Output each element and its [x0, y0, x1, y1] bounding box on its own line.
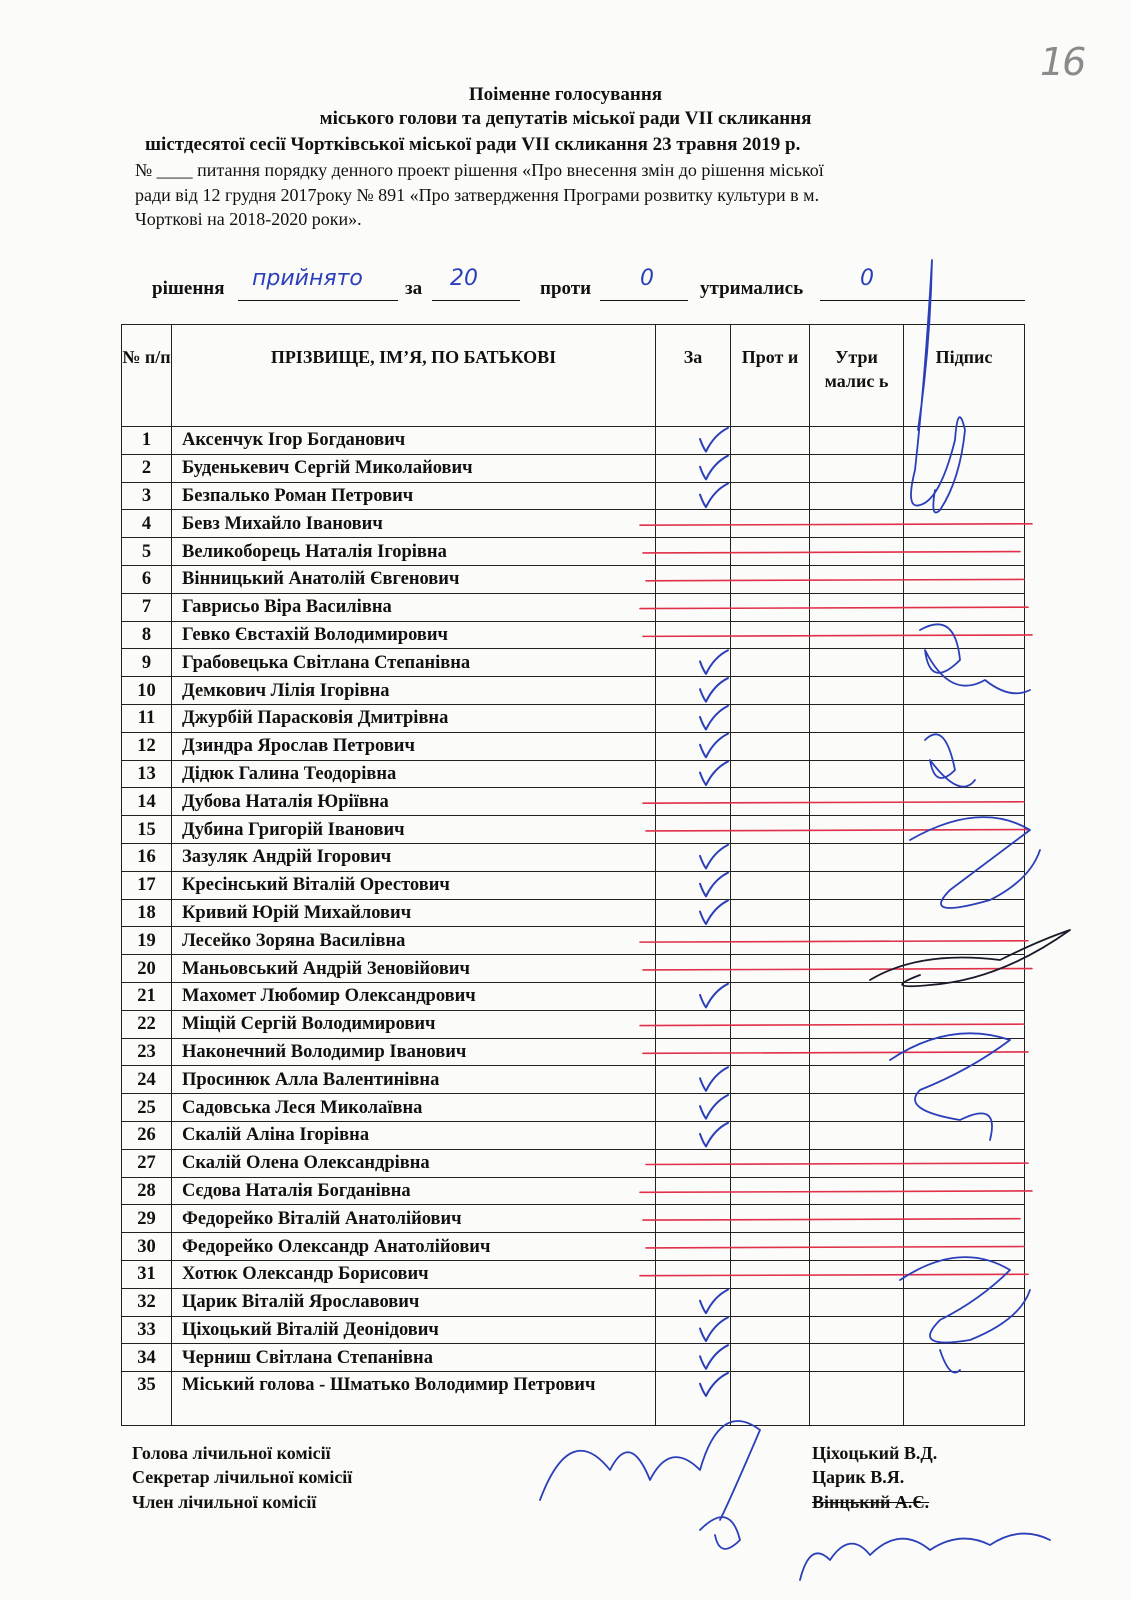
vote-against-cell	[731, 871, 810, 899]
vote-against-cell	[731, 843, 810, 871]
deputy-name: Гевко Євстахій Володимирович	[172, 621, 656, 649]
deputy-name: Безпалько Роман Петрович	[172, 482, 656, 510]
deputy-name: Царик Віталій Ярославович	[172, 1288, 656, 1316]
vote-abstained-cell	[810, 427, 904, 455]
vote-table	[121, 324, 1025, 1426]
signature-cell	[904, 1066, 1025, 1094]
vote-for-cell	[656, 816, 731, 844]
row-number: 35	[122, 1372, 172, 1426]
signature-cell	[904, 1205, 1025, 1233]
row-number: 14	[122, 788, 172, 816]
signature-cell	[904, 593, 1025, 621]
deputy-name: Грабовецька Світлана Степанівна	[172, 649, 656, 677]
signature-cell	[904, 565, 1025, 593]
row-number: 34	[122, 1344, 172, 1372]
vote-for-cell	[656, 565, 731, 593]
table-row	[122, 732, 1025, 760]
signature-cell	[904, 649, 1025, 677]
vote-abstained-cell	[810, 1121, 904, 1149]
row-number: 6	[122, 565, 172, 593]
vote-against-cell	[731, 788, 810, 816]
vote-against-cell	[731, 1149, 810, 1177]
vote-abstained-cell	[810, 955, 904, 983]
vote-against-cell	[731, 704, 810, 732]
vote-against-cell	[731, 482, 810, 510]
vote-for-cell	[656, 482, 731, 510]
deputy-name: Дзиндра Ярослав Петрович	[172, 732, 656, 760]
table-row	[122, 899, 1025, 927]
vote-for-cell	[656, 704, 731, 732]
row-number: 30	[122, 1233, 172, 1261]
signature-cell	[904, 955, 1025, 983]
vote-against-cell	[731, 1121, 810, 1149]
vote-abstained-cell	[810, 927, 904, 955]
col-name-header: ПРІЗВИЩЕ, ІМ’Я, ПО БАТЬКОВІ	[172, 325, 656, 427]
signature-cell	[904, 704, 1025, 732]
row-number: 7	[122, 593, 172, 621]
vote-against-cell	[731, 732, 810, 760]
table-row	[122, 1066, 1025, 1094]
vote-abstained-cell	[810, 1149, 904, 1177]
deputy-name: Сєдова Наталія Богданівна	[172, 1177, 656, 1205]
row-number: 22	[122, 1010, 172, 1038]
table-row	[122, 955, 1025, 983]
question-line: ради від 12 грудня 2017року № 891 «Про затвердження Програми розвитку культури в м.	[135, 184, 820, 205]
vote-against-cell	[731, 899, 810, 927]
signature-cell	[904, 760, 1025, 788]
signature-cell	[904, 899, 1025, 927]
vote-for-cell	[656, 427, 731, 455]
deputy-name: Міщій Сергій Володимирович	[172, 1010, 656, 1038]
vote-for-cell	[656, 1121, 731, 1149]
signature-cell	[904, 927, 1025, 955]
signature-cell	[904, 538, 1025, 566]
row-number: 23	[122, 1038, 172, 1066]
against-underline	[600, 300, 688, 301]
vote-abstained-cell	[810, 1010, 904, 1038]
vote-against-cell	[731, 510, 810, 538]
deputy-name: Дубина Григорій Іванович	[172, 816, 656, 844]
deputy-name: Хотюк Олександр Борисович	[172, 1260, 656, 1288]
row-number: 19	[122, 927, 172, 955]
row-number: 17	[122, 871, 172, 899]
deputy-name: Зазуляк Андрій Ігорович	[172, 843, 656, 871]
page-number: 16	[1040, 40, 1085, 84]
signature-cell	[904, 482, 1025, 510]
signature-cell	[904, 427, 1025, 455]
vote-table-body	[122, 427, 1025, 1426]
vote-against-cell	[731, 454, 810, 482]
signature-cell	[904, 1372, 1025, 1426]
signature-cell	[904, 1094, 1025, 1122]
vote-against-cell	[731, 1038, 810, 1066]
deputy-name: Вінницький Анатолій Євгенович	[172, 565, 656, 593]
decision-label: рішення	[152, 278, 225, 299]
row-number: 8	[122, 621, 172, 649]
deputy-name: Бевз Михайло Іванович	[172, 510, 656, 538]
vote-for-cell	[656, 1372, 731, 1426]
signature-cell	[904, 1149, 1025, 1177]
table-row	[122, 1316, 1025, 1344]
row-number: 18	[122, 899, 172, 927]
vote-abstained-cell	[810, 454, 904, 482]
deputy-name: Дубова Наталія Юріївна	[172, 788, 656, 816]
row-number: 33	[122, 1316, 172, 1344]
deputy-name: Махомет Любомир Олександрович	[172, 982, 656, 1010]
vote-against-cell	[731, 1066, 810, 1094]
row-number: 26	[122, 1121, 172, 1149]
table-row	[122, 1177, 1025, 1205]
signature-cell	[904, 732, 1025, 760]
table-row	[122, 760, 1025, 788]
decision-value: прийнято	[252, 266, 363, 291]
table-row	[122, 982, 1025, 1010]
table-row	[122, 649, 1025, 677]
deputy-name: Садовська Леся Миколаївна	[172, 1094, 656, 1122]
signature-cell	[904, 621, 1025, 649]
table-row	[122, 538, 1025, 566]
vote-for-cell	[656, 1205, 731, 1233]
vote-for-cell	[656, 1233, 731, 1261]
deputy-name: Джурбій Парасковія Дмитрівна	[172, 704, 656, 732]
table-row	[122, 1121, 1025, 1149]
member-label: Член лічильної комісії	[132, 1491, 317, 1512]
session-line: шістдесятої сесії Чортківської міської ради VII скликання 23 травня 2019 р.	[145, 134, 801, 155]
vote-for-cell	[656, 1094, 731, 1122]
vote-against-cell	[731, 649, 810, 677]
vote-abstained-cell	[810, 760, 904, 788]
vote-abstained-cell	[810, 871, 904, 899]
vote-for-cell	[656, 1038, 731, 1066]
deputy-name: Гаврисьо Віра Василівна	[172, 593, 656, 621]
row-number: 21	[122, 982, 172, 1010]
deputy-name: Просинюк Алла Валентинівна	[172, 1066, 656, 1094]
vote-for-cell	[656, 677, 731, 705]
row-number: 2	[122, 454, 172, 482]
signature-cell	[904, 982, 1025, 1010]
table-row	[122, 565, 1025, 593]
deputy-name: Лесейко Зоряна Василівна	[172, 927, 656, 955]
chair-label: Голова лічильної комісії	[132, 1443, 331, 1463]
vote-abstained-cell	[810, 1066, 904, 1094]
member-name: Вінцький А.Є.	[812, 1491, 930, 1512]
vote-for-cell	[656, 871, 731, 899]
signature-cell	[904, 871, 1025, 899]
against-label: проти	[540, 278, 592, 299]
table-row	[122, 843, 1025, 871]
document-title: Поіменне голосування	[468, 84, 663, 105]
col-against-header: Прот и	[731, 325, 810, 427]
table-row	[122, 816, 1025, 844]
decision-underline	[238, 300, 398, 301]
table-row	[122, 510, 1025, 538]
vote-against-cell	[731, 955, 810, 983]
vote-against-cell	[731, 1205, 810, 1233]
vote-against-cell	[731, 1094, 810, 1122]
row-number: 25	[122, 1094, 172, 1122]
abstained-count: 0	[860, 266, 874, 291]
vote-for-cell	[656, 1288, 731, 1316]
signature-cell	[904, 677, 1025, 705]
vote-against-cell	[731, 593, 810, 621]
table-row	[122, 593, 1025, 621]
signature-cell	[904, 1288, 1025, 1316]
table-row	[122, 1344, 1025, 1372]
deputy-name: Черниш Світлана Степанівна	[172, 1344, 656, 1372]
deputy-name: Маньовський Андрій Зеновійович	[172, 955, 656, 983]
deputy-name: Буденькевич Сергій Миколайович	[172, 454, 656, 482]
table-row	[122, 482, 1025, 510]
for-count: 20	[450, 266, 478, 291]
abstained-label: утримались	[700, 278, 804, 299]
commission-labels	[132, 1441, 352, 1514]
table-row	[122, 1260, 1025, 1288]
deputy-name: Кресінський Віталій Орестович	[172, 871, 656, 899]
vote-abstained-cell	[810, 538, 904, 566]
signature-cell	[904, 1010, 1025, 1038]
vote-for-cell	[656, 843, 731, 871]
vote-against-cell	[731, 1372, 810, 1426]
table-row	[122, 704, 1025, 732]
secretary-name: Царик В.Я.	[812, 1467, 905, 1488]
table-row	[122, 927, 1025, 955]
vote-for-cell	[656, 1177, 731, 1205]
vote-against-cell	[731, 760, 810, 788]
vote-abstained-cell	[810, 593, 904, 621]
row-number: 15	[122, 816, 172, 844]
row-number: 4	[122, 510, 172, 538]
vote-against-cell	[731, 1288, 810, 1316]
vote-against-cell	[731, 816, 810, 844]
signature	[700, 1517, 740, 1549]
table-row	[122, 427, 1025, 455]
vote-against-cell	[731, 1177, 810, 1205]
vote-for-cell	[656, 982, 731, 1010]
vote-for-cell	[656, 621, 731, 649]
vote-for-cell	[656, 760, 731, 788]
vote-against-cell	[731, 427, 810, 455]
vote-against-cell	[731, 621, 810, 649]
secretary-label: Секретар лічильної комісії	[132, 1467, 353, 1488]
table-row	[122, 1010, 1025, 1038]
row-number: 10	[122, 677, 172, 705]
vote-abstained-cell	[810, 816, 904, 844]
row-number: 32	[122, 1288, 172, 1316]
row-number: 16	[122, 843, 172, 871]
table-row	[122, 788, 1025, 816]
signature-cell	[904, 843, 1025, 871]
row-number: 29	[122, 1205, 172, 1233]
vote-against-cell	[731, 1344, 810, 1372]
vote-for-cell	[656, 1344, 731, 1372]
vote-against-cell	[731, 1316, 810, 1344]
vote-abstained-cell	[810, 1260, 904, 1288]
vote-against-cell	[731, 1260, 810, 1288]
table-row	[122, 1205, 1025, 1233]
vote-abstained-cell	[810, 677, 904, 705]
col-for-header: За	[656, 325, 731, 427]
vote-abstained-cell	[810, 649, 904, 677]
row-number: 12	[122, 732, 172, 760]
abstained-underline	[820, 300, 1025, 301]
signature-cell	[904, 510, 1025, 538]
row-number: 1	[122, 427, 172, 455]
signature-cell	[904, 1038, 1025, 1066]
table-row	[122, 1288, 1025, 1316]
deputy-name: Великоборець Наталія Ігорівна	[172, 538, 656, 566]
row-number: 9	[122, 649, 172, 677]
vote-abstained-cell	[810, 982, 904, 1010]
vote-against-cell	[731, 982, 810, 1010]
signature-cell	[904, 1233, 1025, 1261]
vote-abstained-cell	[810, 510, 904, 538]
signature-cell	[904, 1177, 1025, 1205]
deputy-name: Демкович Лілія Ігорівна	[172, 677, 656, 705]
table-row	[122, 1094, 1025, 1122]
table-row	[122, 1038, 1025, 1066]
vote-against-cell	[731, 1010, 810, 1038]
row-number: 3	[122, 482, 172, 510]
vote-abstained-cell	[810, 732, 904, 760]
vote-abstained-cell	[810, 621, 904, 649]
vote-against-cell	[731, 677, 810, 705]
vote-abstained-cell	[810, 1094, 904, 1122]
signature-cell	[904, 1260, 1025, 1288]
vote-for-cell	[656, 899, 731, 927]
vote-abstained-cell	[810, 704, 904, 732]
question-line: Чорткові на 2018-2020 роки».	[135, 209, 362, 229]
signature	[540, 1421, 760, 1520]
table-row	[122, 621, 1025, 649]
row-number: 24	[122, 1066, 172, 1094]
row-number: 20	[122, 955, 172, 983]
row-number: 13	[122, 760, 172, 788]
row-number: 28	[122, 1177, 172, 1205]
commission-names	[812, 1441, 937, 1514]
signature-cell	[904, 1316, 1025, 1344]
vote-abstained-cell	[810, 1205, 904, 1233]
vote-for-cell	[656, 732, 731, 760]
signature-cell	[904, 788, 1025, 816]
for-underline	[432, 300, 520, 301]
vote-for-cell	[656, 788, 731, 816]
vote-for-cell	[656, 538, 731, 566]
table-row	[122, 1149, 1025, 1177]
vote-abstained-cell	[810, 1177, 904, 1205]
vote-against-cell	[731, 1233, 810, 1261]
question-description	[135, 158, 1030, 232]
vote-for-cell	[656, 510, 731, 538]
deputy-name: Аксенчук Ігор Богданович	[172, 427, 656, 455]
deputy-name: Кривий Юрій Михайлович	[172, 899, 656, 927]
table-row	[122, 677, 1025, 705]
deputy-name: Скалій Аліна Ігорівна	[172, 1121, 656, 1149]
vote-for-cell	[656, 649, 731, 677]
col-num-header: № п/п	[122, 325, 172, 427]
vote-against-cell	[731, 927, 810, 955]
vote-for-cell	[656, 1260, 731, 1288]
document-subtitle: міського голови та депутатів міської ради VII скликання	[319, 108, 812, 129]
vote-for-cell	[656, 927, 731, 955]
chair-name: Ціхоцький В.Д.	[812, 1443, 938, 1463]
col-signature-header: Підпис	[904, 325, 1025, 427]
vote-for-cell	[656, 454, 731, 482]
vote-abstained-cell	[810, 1344, 904, 1372]
vote-abstained-cell	[810, 1288, 904, 1316]
row-number: 31	[122, 1260, 172, 1288]
deputy-name: Ціхоцький Віталій Деонідович	[172, 1316, 656, 1344]
col-abstained-header: Утри малис ь	[810, 325, 904, 427]
vote-against-cell	[731, 538, 810, 566]
vote-abstained-cell	[810, 482, 904, 510]
table-row	[122, 1372, 1025, 1426]
deputy-name: Федорейко Олександр Анатолійович	[172, 1233, 656, 1261]
vote-for-cell	[656, 955, 731, 983]
table-row	[122, 1233, 1025, 1261]
vote-abstained-cell	[810, 1316, 904, 1344]
vote-abstained-cell	[810, 843, 904, 871]
vote-for-cell	[656, 1149, 731, 1177]
deputy-name: Дідюк Галина Теодорівна	[172, 760, 656, 788]
signature-cell	[904, 816, 1025, 844]
deputy-name: Федорейко Віталій Анатолійович	[172, 1205, 656, 1233]
vote-abstained-cell	[810, 899, 904, 927]
table-row	[122, 871, 1025, 899]
vote-abstained-cell	[810, 1038, 904, 1066]
signature-cell	[904, 454, 1025, 482]
vote-abstained-cell	[810, 788, 904, 816]
for-label: за	[405, 278, 423, 299]
vote-for-cell	[656, 593, 731, 621]
vote-abstained-cell	[810, 1233, 904, 1261]
vote-abstained-cell	[810, 1372, 904, 1426]
vote-for-cell	[656, 1010, 731, 1038]
table-row	[122, 454, 1025, 482]
row-number: 27	[122, 1149, 172, 1177]
signature-cell	[904, 1121, 1025, 1149]
deputy-name: Наконечний Володимир Іванович	[172, 1038, 656, 1066]
deputy-name: Міський голова - Шматько Володимир Петрович	[172, 1372, 656, 1426]
row-number: 11	[122, 704, 172, 732]
vote-for-cell	[656, 1066, 731, 1094]
vote-for-cell	[656, 1316, 731, 1344]
question-line: № ____ питання порядку денного проект рішення «Про внесення змін до рішення міської	[135, 160, 824, 180]
signature-cell	[904, 1344, 1025, 1372]
table-header-row	[122, 325, 1025, 427]
vote-abstained-cell	[810, 565, 904, 593]
signature	[800, 1534, 1050, 1580]
deputy-name: Скалій Олена Олександрівна	[172, 1149, 656, 1177]
vote-against-cell	[731, 565, 810, 593]
row-number: 5	[122, 538, 172, 566]
against-count: 0	[640, 266, 654, 291]
decision-line	[0, 266, 1131, 306]
